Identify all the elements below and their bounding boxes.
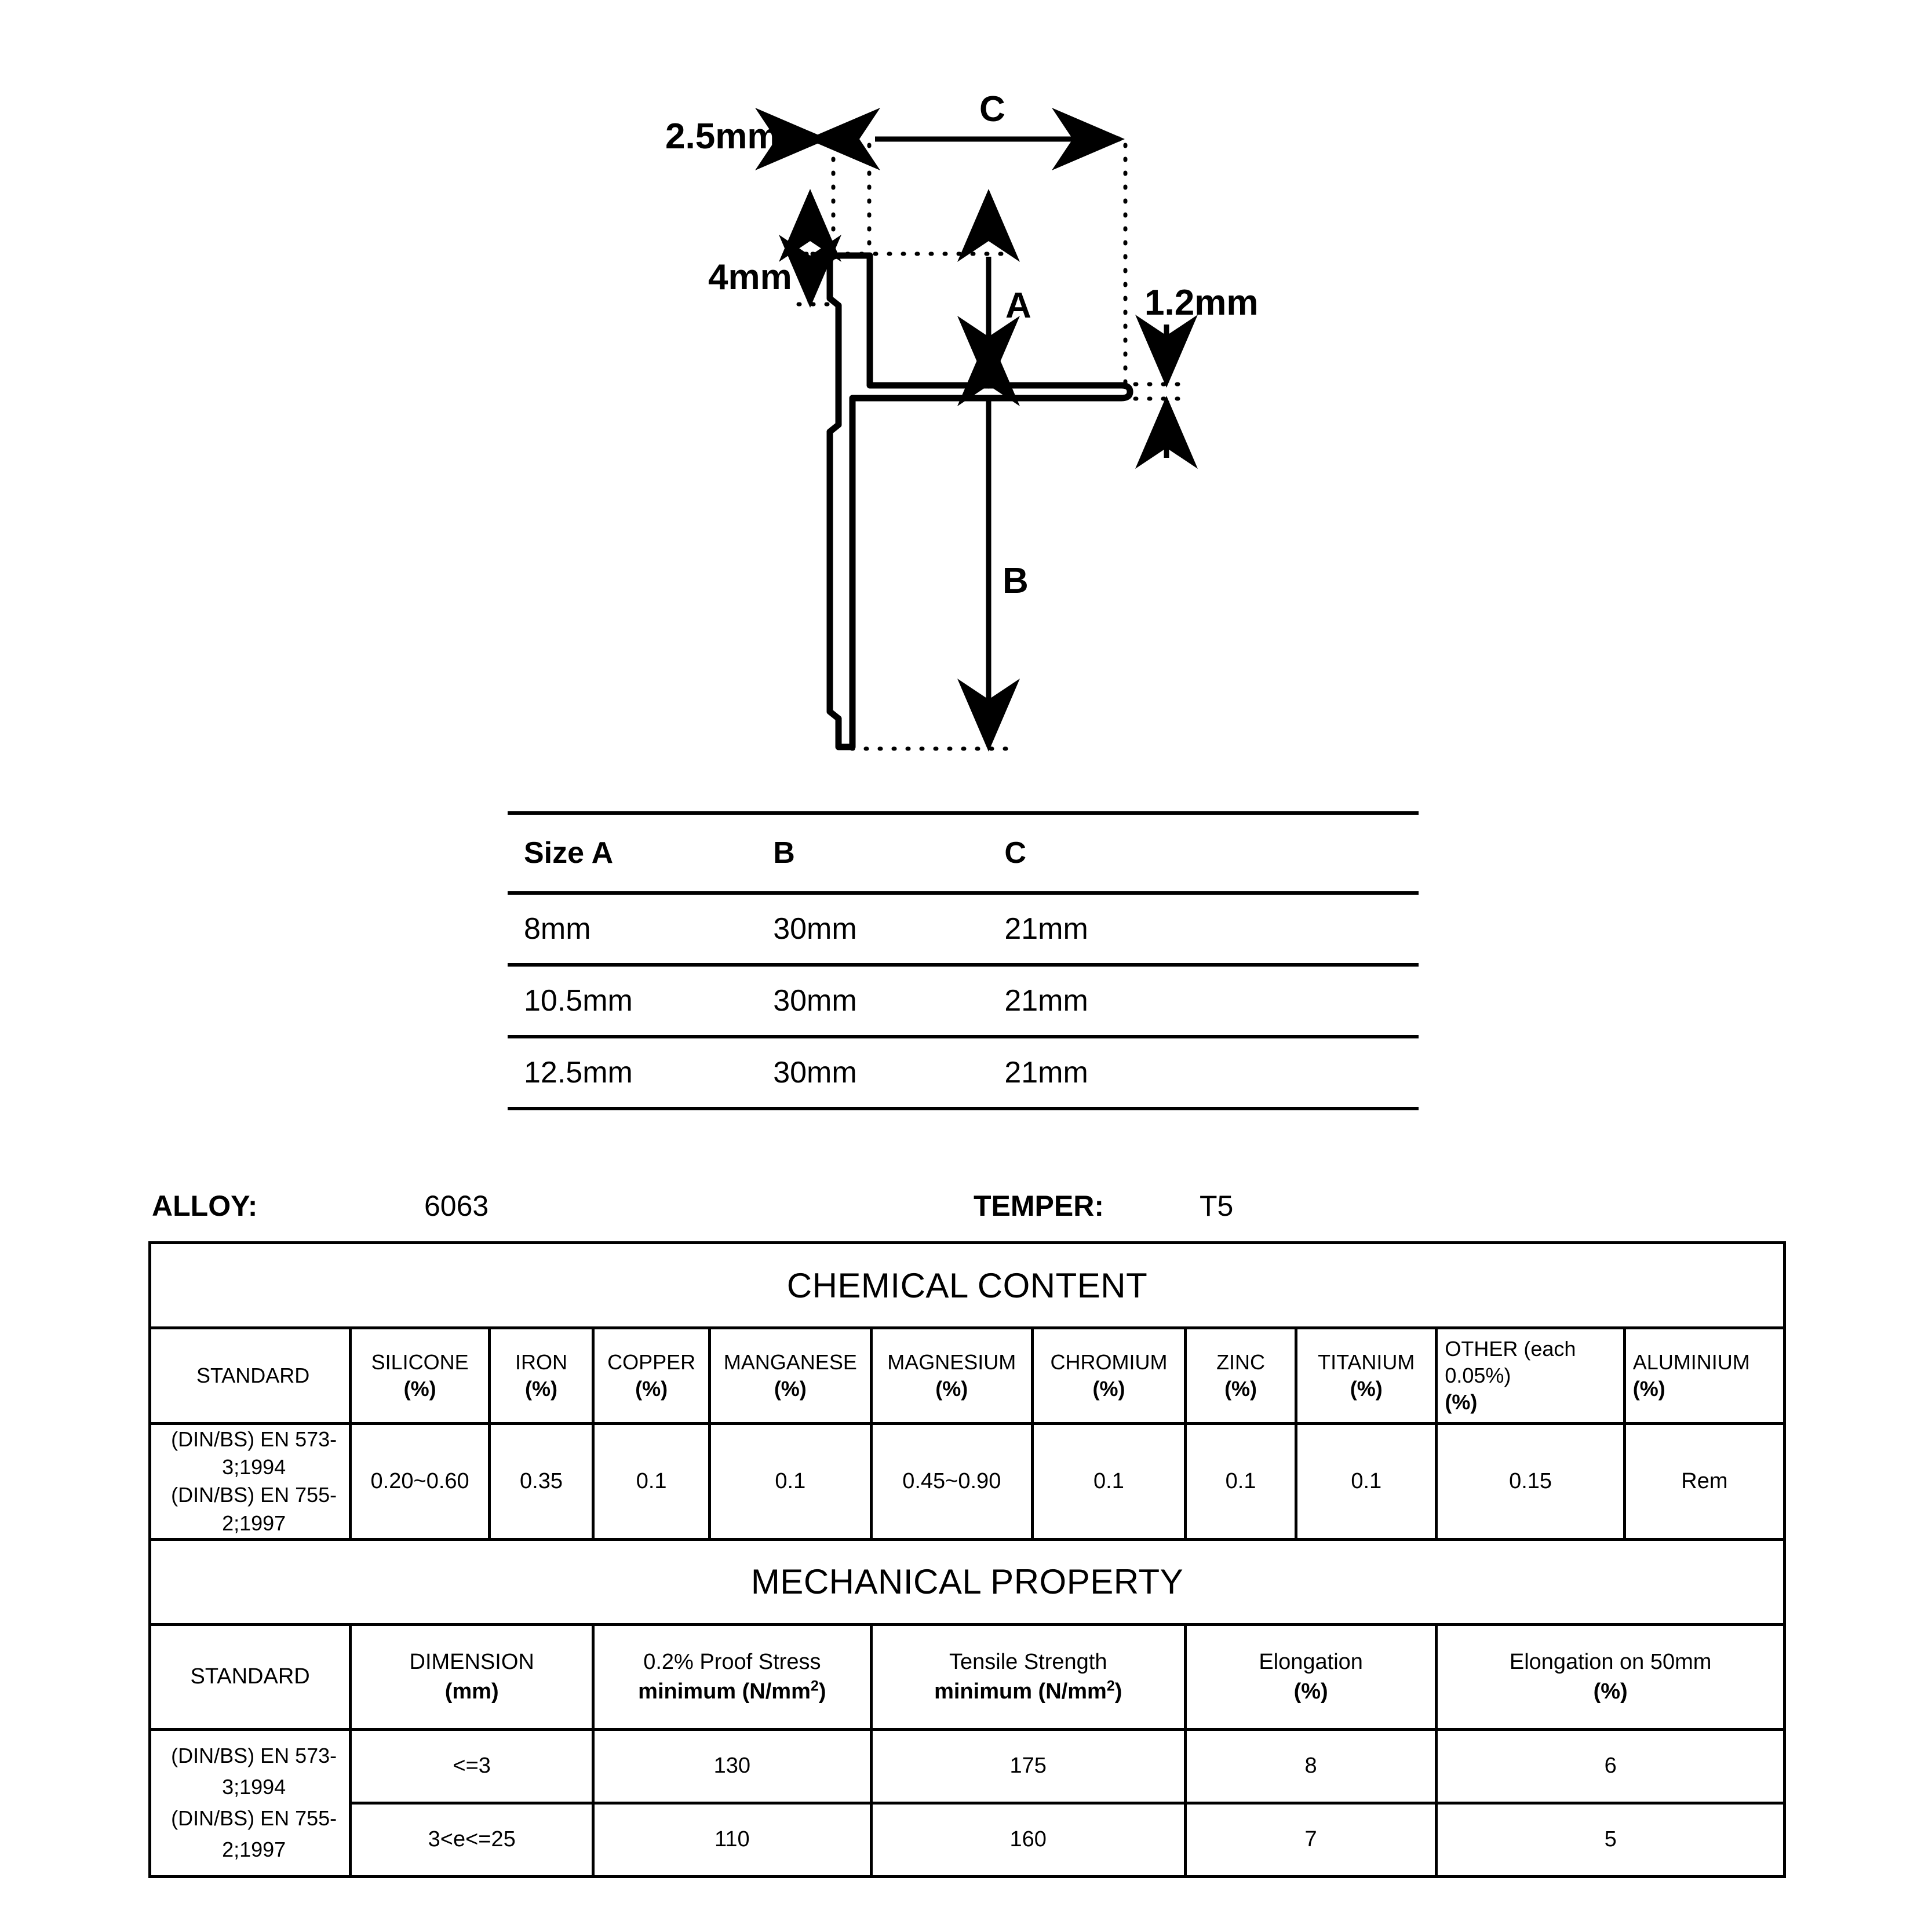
chem-col-name: MAGNESIUM	[887, 1350, 1016, 1374]
mechanical-proof-stress-value: 110	[593, 1803, 871, 1876]
chemical-header-titanium	[1296, 1328, 1437, 1424]
chem-col-name: IRON	[515, 1350, 568, 1374]
mechanical-header-row	[150, 1624, 1785, 1729]
chem-col-unit: (%)	[935, 1377, 968, 1401]
specification-tables	[148, 1241, 1786, 1878]
chemical-standard-cell	[150, 1424, 351, 1540]
chemical-value-chromium: 0.1	[1033, 1424, 1186, 1540]
mech-col-name: Elongation on 50mm	[1509, 1650, 1712, 1675]
chem-col-unit: (%)	[1350, 1377, 1383, 1401]
chem-col-unit: (%)	[1632, 1377, 1665, 1401]
mech-col-unit: (%)	[1293, 1679, 1328, 1704]
chemical-header-chromium	[1033, 1328, 1186, 1424]
mechanical-property-title: MECHANICAL PROPERTY	[150, 1539, 1785, 1624]
chemical-header-zinc	[1185, 1328, 1296, 1424]
mechanical-tensile-strength-value: 160	[871, 1803, 1185, 1876]
mechanical-elongation-50mm-value: 5	[1437, 1803, 1785, 1876]
mechanical-dimension-value: <=3	[351, 1729, 593, 1803]
chem-col-unit: (%)	[635, 1377, 668, 1401]
chem-col-name: ALUMINIUM	[1632, 1350, 1750, 1374]
chem-col-unit: (%)	[1445, 1390, 1478, 1415]
chemical-value-zinc: 0.1	[1185, 1424, 1296, 1540]
chemical-value-aluminium: Rem	[1624, 1424, 1784, 1540]
profile-outline	[830, 256, 1130, 747]
chem-col-name: SILICONE	[371, 1350, 469, 1374]
profile-drawing	[0, 0, 1932, 788]
chemical-header-silicone	[351, 1328, 490, 1424]
chem-col-unit: (%)	[1224, 1377, 1257, 1401]
chemical-standard-header: STANDARD	[150, 1328, 351, 1424]
chemical-header-manganese	[710, 1328, 871, 1424]
chemical-value-manganese: 0.1	[710, 1424, 871, 1540]
alloy-label: ALLOY:	[152, 1190, 258, 1222]
profile-svg	[0, 0, 1932, 788]
table-row	[508, 893, 1419, 965]
mechanical-elongation-value: 8	[1185, 1729, 1436, 1803]
size-cell-c: 21mm	[988, 893, 1419, 965]
size-cell-b: 30mm	[757, 893, 988, 965]
size-table-header-a: Size A	[508, 813, 757, 893]
size-table-container	[508, 811, 1419, 1110]
mechanical-elongation-50mm-value: 6	[1437, 1729, 1785, 1803]
size-table-header-b: B	[757, 813, 988, 893]
dimension-label-4mm: 4mm	[708, 257, 792, 297]
chem-col-name: CHROMIUM	[1050, 1350, 1168, 1374]
chemical-header-row	[150, 1328, 1785, 1424]
mechanical-header-dimension	[351, 1624, 593, 1729]
table-row	[150, 1803, 1785, 1876]
mech-col-unit: (%)	[1593, 1679, 1628, 1704]
mechanical-tensile-strength-value: 175	[871, 1729, 1185, 1803]
dimension-label-a: A	[1005, 286, 1031, 326]
chemical-header-aluminium	[1624, 1328, 1784, 1424]
chem-col-unit: (%)	[1092, 1377, 1125, 1401]
size-cell-a: 8mm	[508, 893, 757, 965]
temper-value: T5	[1200, 1190, 1234, 1222]
size-cell-b: 30mm	[757, 1037, 988, 1109]
size-table-header-c: C	[988, 813, 1419, 893]
standard-line-1: (DIN/BS) EN 573-3;1994	[171, 1427, 337, 1479]
mech-col-name: DIMENSION	[409, 1650, 534, 1675]
chemical-header-iron	[489, 1328, 593, 1424]
spec-table	[148, 1241, 1786, 1878]
mech-col-name: Elongation	[1259, 1650, 1363, 1675]
alloy-temper-row	[152, 1189, 1786, 1224]
size-cell-c: 21mm	[988, 1037, 1419, 1109]
mechanical-header-tensile-strength	[871, 1624, 1185, 1729]
chemical-value-titanium: 0.1	[1296, 1424, 1437, 1540]
chemical-title-row	[150, 1243, 1785, 1328]
mechanical-header-elongation-50mm	[1437, 1624, 1785, 1729]
chemical-header-copper	[593, 1328, 710, 1424]
mechanical-standard-header: STANDARD	[150, 1624, 351, 1729]
chem-col-unit: (%)	[774, 1377, 807, 1401]
chemical-header-magnesium	[871, 1328, 1032, 1424]
chemical-value-other: 0.15	[1437, 1424, 1624, 1540]
mechanical-header-proof-stress	[593, 1624, 871, 1729]
dimension-label-b: B	[1003, 561, 1029, 601]
chemical-value-copper: 0.1	[593, 1424, 710, 1540]
size-cell-b: 30mm	[757, 965, 988, 1037]
chem-col-name: MANGANESE	[723, 1350, 857, 1374]
chemical-content-title: CHEMICAL CONTENT	[150, 1243, 1785, 1328]
mechanical-standard-cell	[150, 1729, 351, 1876]
dimension-label-c: C	[979, 89, 1005, 129]
dimension-label-2-5mm: 2.5mm	[665, 116, 779, 156]
chem-col-unit: (%)	[525, 1377, 558, 1401]
temper-label: TEMPER:	[974, 1190, 1104, 1222]
chem-col-name: TITANIUM	[1318, 1350, 1415, 1374]
size-table	[508, 811, 1419, 1110]
table-row	[150, 1729, 1785, 1803]
dimension-label-1-2mm: 1.2mm	[1144, 283, 1259, 323]
mech-col-name: Tensile Strength	[949, 1650, 1107, 1675]
chemical-value-silicone: 0.20~0.60	[351, 1424, 490, 1540]
standard-line-2: (DIN/BS) EN 755-2;1997	[171, 1806, 337, 1862]
size-cell-c: 21mm	[988, 965, 1419, 1037]
chem-col-name: ZINC	[1216, 1350, 1266, 1374]
mech-col-name: 0.2% Proof Stress	[643, 1650, 821, 1675]
mechanical-proof-stress-value: 130	[593, 1729, 871, 1803]
table-row	[508, 1037, 1419, 1109]
table-row	[150, 1424, 1785, 1540]
mech-col-unit: (mm)	[444, 1679, 499, 1704]
table-row	[508, 965, 1419, 1037]
mechanical-elongation-value: 7	[1185, 1803, 1436, 1876]
mech-col-unit: minimum $(N/mm^2)$	[934, 1678, 1122, 1704]
standard-line-2: (DIN/BS) EN 755-2;1997	[171, 1483, 337, 1535]
standard-line-1: (DIN/BS) EN 573-3;1994	[171, 1744, 337, 1799]
chem-col-unit: (%)	[403, 1377, 436, 1401]
chemical-value-iron: 0.35	[489, 1424, 593, 1540]
mechanical-title-row	[150, 1539, 1785, 1624]
mechanical-header-elongation	[1185, 1624, 1436, 1729]
size-cell-a: 10.5mm	[508, 965, 757, 1037]
size-table-header-row	[508, 813, 1419, 893]
chemical-header-other	[1437, 1328, 1624, 1424]
chemical-value-magnesium: 0.45~0.90	[871, 1424, 1032, 1540]
alloy-value: 6063	[424, 1190, 489, 1222]
chem-col-name: COPPER	[607, 1350, 696, 1374]
size-cell-a: 12.5mm	[508, 1037, 757, 1109]
mechanical-dimension-value: 3<e<=25	[351, 1803, 593, 1876]
mech-col-unit: minimum $(N/mm^2)$	[638, 1678, 826, 1704]
chem-col-name: OTHER (each 0.05%)	[1445, 1336, 1576, 1387]
